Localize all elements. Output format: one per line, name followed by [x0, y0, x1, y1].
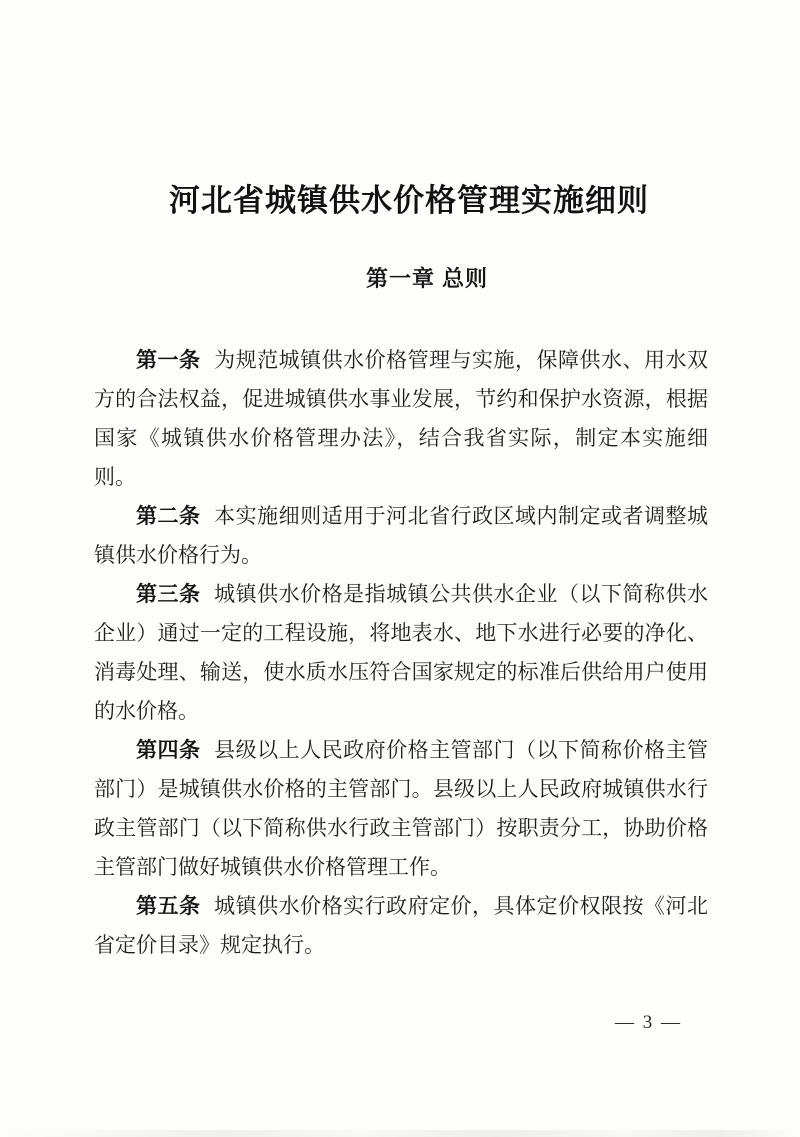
scan-edge-artifact [0, 1130, 800, 1137]
article-paragraph-3 [94, 575, 708, 731]
page-number: — 3 — [615, 1012, 682, 1033]
article-text: 县级以上人民政府价格主管部门（以下简称价格主管部门）是城镇供水价格的主管部门。县级以上人民政府城镇供水行政主管部门（以下简称供水行政主管部门）按职责分工，协助价格主管部门做好城镇供水价格管理工作。 [94, 738, 708, 879]
article-text: 城镇供水价格实行政府定价，具体定价权限按《河北省定价目录》规定执行。 [94, 894, 708, 957]
article-label: 第五条 [136, 894, 201, 918]
document-title: 河北省城镇供水价格管理实施细则 [169, 183, 649, 218]
article-text: 为规范城镇供水价格管理与实施，保障供水、用水双方的合法权益，促进城镇供水事业发展，节约和保护水资源，根据国家《城镇供水价格管理办法》，结合我省实际，制定本实施细则。 [94, 348, 708, 489]
article-paragraph-4 [94, 731, 708, 887]
chapter-heading: 第一章 总则 [365, 266, 489, 291]
article-label: 第四条 [136, 738, 201, 762]
article-paragraph-2 [94, 497, 708, 575]
article-text: 城镇供水价格是指城镇公共供水企业（以下简称供水企业）通过一定的工程设施，将地表水、地下水进行必要的净化、消毒处理、输送，使水质水压符合国家规定的标准后供给用户使用的水价格。 [94, 582, 708, 723]
article-paragraph-5 [94, 887, 708, 965]
article-label: 第三条 [136, 582, 201, 606]
document-body [94, 341, 708, 965]
article-label: 第二条 [136, 504, 201, 528]
article-label: 第一条 [136, 348, 201, 372]
article-paragraph-1 [94, 341, 708, 497]
article-text: 本实施细则适用于河北省行政区域内制定或者调整城镇供水价格行为。 [94, 504, 708, 567]
